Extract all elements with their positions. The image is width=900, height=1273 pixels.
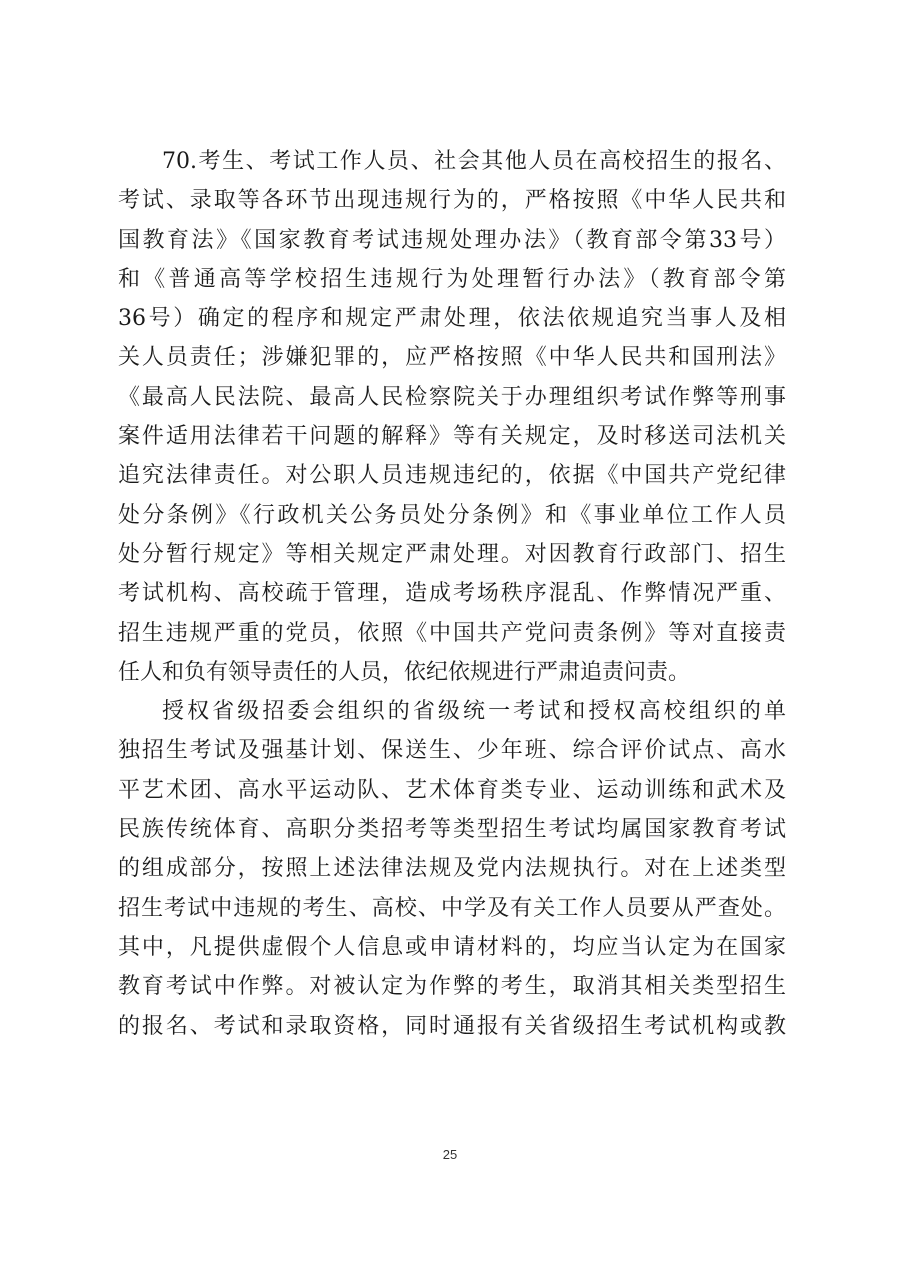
text-line: 关人员责任；涉嫌犯罪的，应严格按照《中华人民共和国刑法》 xyxy=(118,345,786,371)
text-line: 平艺术团、高水平运动队、艺术体育类专业、运动训练和武术及 xyxy=(118,777,786,803)
text-line: 70.考生、考试工作人员、社会其他人员在高校招生的报名、 xyxy=(162,149,786,174)
text-line: 招生违规严重的党员，依照《中国共产党问责条例》等对直接责 xyxy=(118,620,786,646)
text-line: 考试机构、高校疏于管理，造成考场秩序混乱、作弊情况严重、 xyxy=(118,581,786,607)
body-text xyxy=(118,142,786,1046)
text-line: 招生考试中违规的考生、高校、中学及有关工作人员要从严查处。 xyxy=(118,895,786,921)
text-line: 《最高人民法院、最高人民检察院关于办理组织考试作弊等刑事 xyxy=(118,384,786,410)
text-line: 处分条例》《行政机关公务员处分条例》和《事业单位工作人员 xyxy=(118,502,786,528)
page-number: 25 xyxy=(442,1147,458,1162)
text-line: 的组成部分，按照上述法律法规及党内法规执行。对在上述类型 xyxy=(118,856,786,882)
text-line: 任人和负有领导责任的人员，依纪依规进行严肃追责问责。 xyxy=(118,659,691,685)
text-line: 授权省级招委会组织的省级统一考试和授权高校组织的单 xyxy=(162,699,786,725)
paragraph-70 xyxy=(118,142,786,692)
text-line: 独招生考试及强基计划、保送生、少年班、综合评价试点、高水 xyxy=(118,738,786,764)
text-line: 其中，凡提供虚假个人信息或申请材料的，均应当认定为在国家 xyxy=(118,934,786,960)
text-line: 处分暂行规定》等相关规定严肃处理。对因教育行政部门、招生 xyxy=(118,541,786,567)
text-line: 追究法律责任。对公职人员违规违纪的，依据《中国共产党纪律 xyxy=(118,463,786,489)
text-line: 教育考试中作弊。对被认定为作弊的考生，取消其相关类型招生 xyxy=(118,974,786,1000)
text-line: 的报名、考试和录取资格，同时通报有关省级招生考试机构或教 xyxy=(118,1013,786,1039)
text-line: 36号）确定的程序和规定严肃处理，依法依规追究当事人及相 xyxy=(118,306,786,332)
text-line: 案件适用法律若干问题的解释》等有关规定，及时移送司法机关 xyxy=(118,424,786,450)
text-line: 民族传统体育、高职分类招考等类型招生考试均属国家教育考试 xyxy=(118,817,786,843)
paragraph-authorized-exams xyxy=(118,692,786,1046)
text-line: 考试、录取等各环节出现违规行为的，严格按照《中华人民共和 xyxy=(118,188,786,214)
text-line: 国教育法》《国家教育考试违规处理办法》（教育部令第33号） xyxy=(118,227,786,253)
text-line: 和《普通高等学校招生违规行为处理暂行办法》（教育部令第 xyxy=(118,266,786,292)
